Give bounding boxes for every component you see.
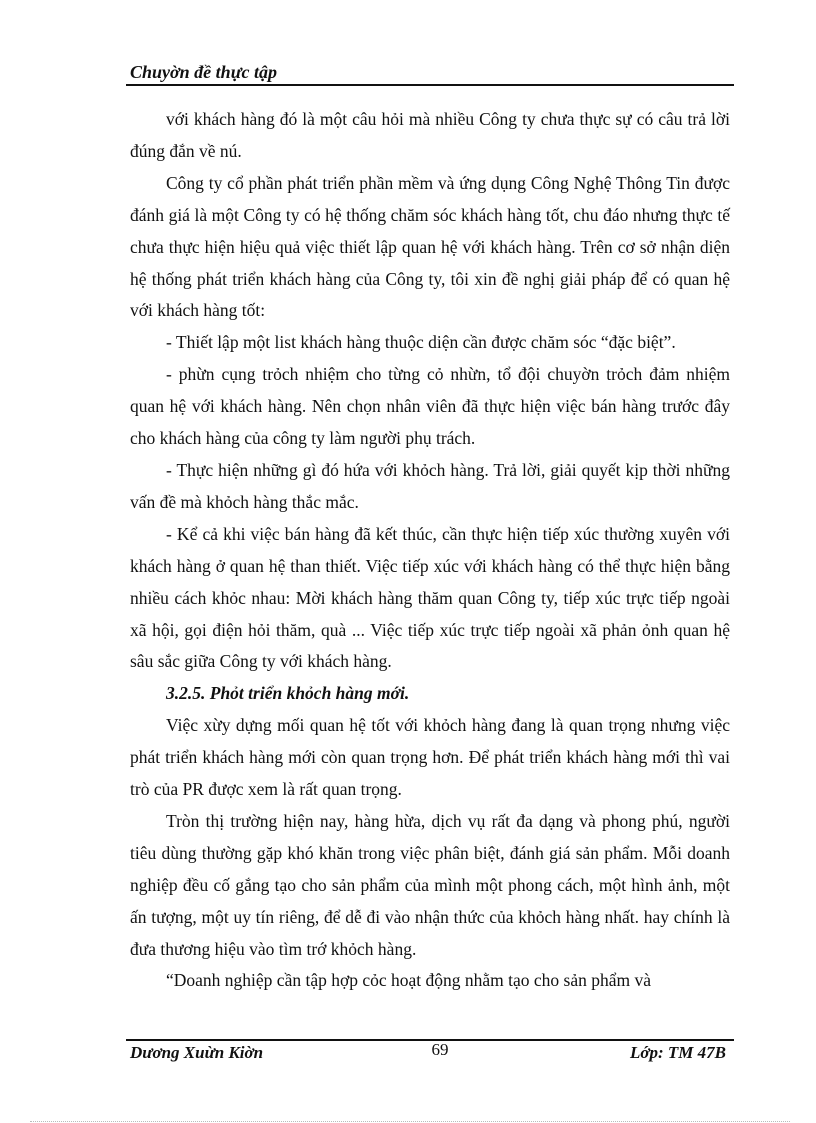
footer-class-label: Lớp: TM 47B xyxy=(629,1043,726,1062)
paragraph-continued: với khách hàng đó là một câu hỏi mà nhiều Công ty chưa thực sự có câu trả lời đúng đắn về nú. xyxy=(130,109,730,161)
paragraph-quote-start: “Doanh nghiệp cần tập hợp cỏc hoạt động nhằm tạo cho sản phẩm và xyxy=(166,970,652,991)
paragraph-new-customers: Việc xừy dựng mối quan hệ tốt với khỏch hàng đang là quan trọng nhưng việc phát triển khách hàng mới còn quan trọng hơn. Để phát triển khách hàng mới thì vai trò của PR được xem là rất quan trọng. xyxy=(130,715,730,800)
footer-author: Dương Xuừn Kiờn xyxy=(130,1043,264,1062)
section-heading: 3.2.5. Phỏt triển khỏch hàng mới. xyxy=(166,683,410,704)
page-header-title: Chuyờn đề thực tập xyxy=(130,62,277,82)
page-number: 69 xyxy=(431,1040,449,1059)
paragraph-company-intro: Công ty cổ phần phát triển phần mềm và ứng dụng Công Nghệ Thông Tin được đánh giá là một Công ty có hệ thống chăm sóc khách hàng tốt, chu đáo nhưng thực tế chưa thực hiện hiệu quả việc thiết lập quan hệ với khách hàng. Trên cơ sở nhận diện hệ thống phát triển khách hàng của Công ty, tôi xin đề nghị giải pháp để có quan hệ với khách hàng tốt: xyxy=(130,172,730,321)
page-body xyxy=(130,104,730,997)
paragraph-market: Tròn thị trường hiện nay, hàng hừa, dịch vụ rất đa dạng và phong phú, người tiêu dùng thường gặp khó khăn trong việc phân biệt, đánh giá sản phẩm. Mỗi doanh nghiệp đều cố gắng tạo cho sản phẩm của mình một phong cách, một hình ảnh, một ấn tượng, một uy tín riêng, để dễ đi vào nhận thức của khỏch hàng nhất. hay chính là đưa thương hiệu vào tìm trớ khỏch hàng. xyxy=(130,810,730,959)
bullet-keep-promises: - Thực hiện những gì đó hứa với khỏch hàng. Trả lời, giải quyết kịp thời những vấn đề mà khỏch hàng thắc mắc. xyxy=(130,459,730,512)
bullet-regular-contact: - Kể cả khi việc bán hàng đã kết thúc, cần thực hiện tiếp xúc thường xuyên với khách hàng ở quan hệ than thiết. Việc tiếp xúc với khách hàng có thể thực hiện bằng nhiều cách khỏc nhau: Mời khách hàng thăm quan Công ty, tiếp xúc trực tiếp ngoài xã hội, gọi điện hỏi thăm, quà ... Việc tiếp xúc trực tiếp ngoài xã phản ỏnh quan hệ sâu sắc giữa Công ty với khách hàng. xyxy=(130,523,730,672)
page-bottom-border xyxy=(30,1121,790,1122)
bullet-customer-list: - Thiết lập một list khách hàng thuộc diện cần được chăm sóc “đặc biệt”. xyxy=(166,332,676,353)
bullet-assign-responsibility: - phừn cụng trỏch nhiệm cho từng cỏ nhừn, tổ đội chuyờn trỏch đảm nhiệm quan hệ với khách hàng. Nên chọn nhân viên đã thực hiện việc bán hàng trước đây cho khách hàng của công ty làm người phụ trách. xyxy=(130,364,730,449)
header-divider xyxy=(126,84,734,86)
